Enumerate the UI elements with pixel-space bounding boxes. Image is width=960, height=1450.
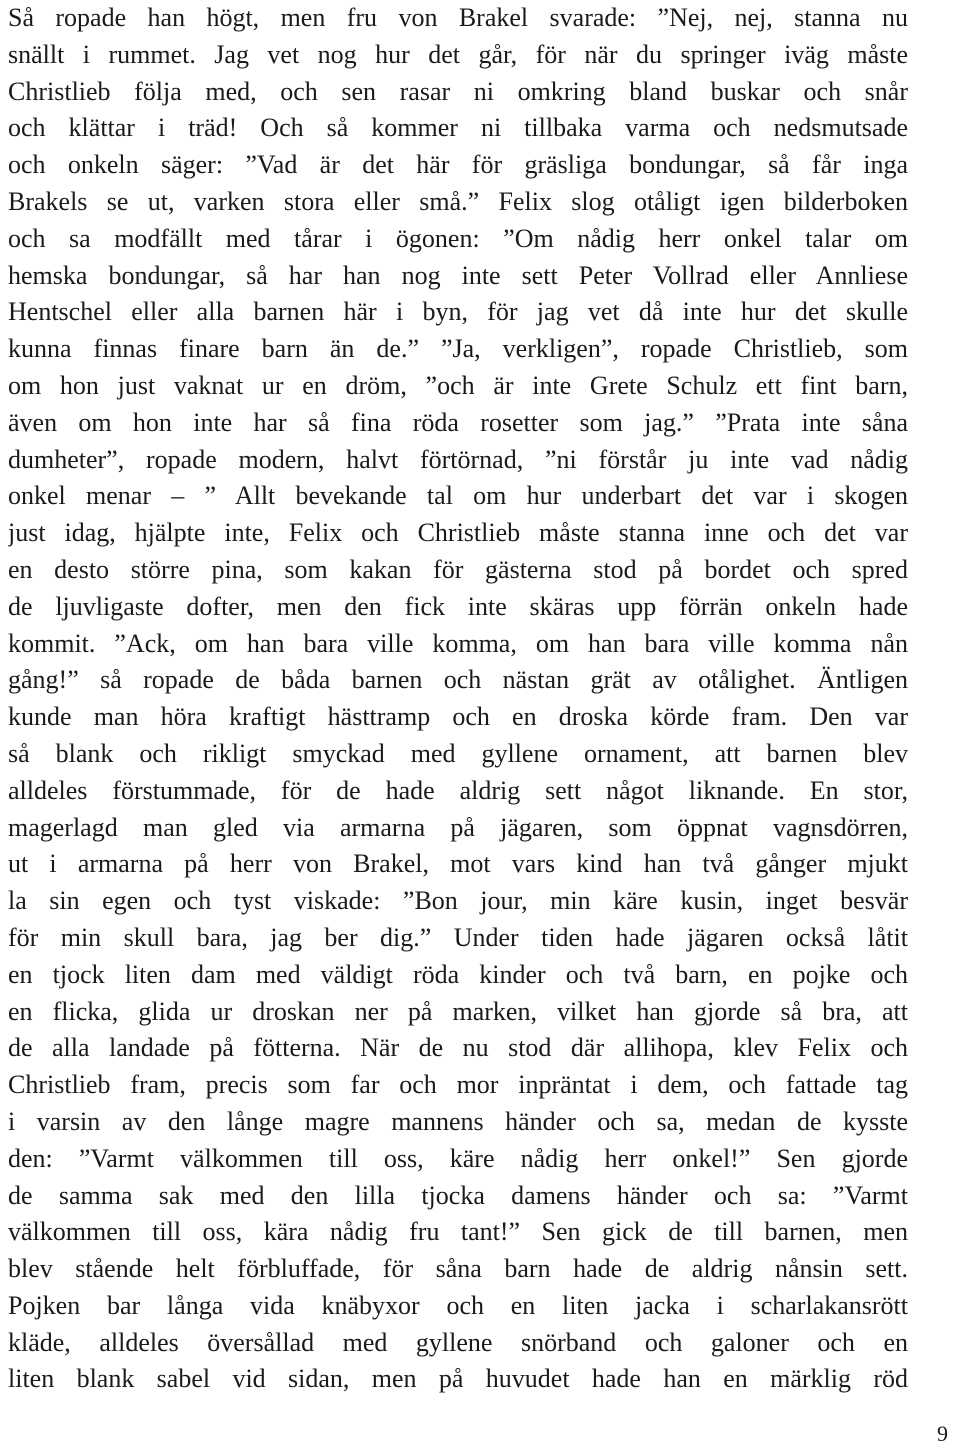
- body-text: [8, 0, 908, 1398]
- text-line: välkommen till oss, kära nådig fru tant!” Sen gick de till barnen, men: [8, 1217, 908, 1247]
- text-line: om hon just vaknat ur en dröm, ”och är inte Grete Schulz ett fint barn,: [8, 370, 908, 400]
- text-line: de ljuvligaste dofter, men den fick inte skäras upp förrän onkeln hade: [8, 591, 908, 621]
- text-line: liten blank sabel vid sidan, men på huvudet hade han en märklig röd: [8, 1364, 908, 1394]
- text-line: de alla landade på fötterna. När de nu stod där allihopa, klev Felix och: [8, 1033, 908, 1063]
- text-line: alldeles förstummade, för de hade aldrig sett något liknande. En stor,: [8, 775, 908, 805]
- text-line: Hentschel eller alla barnen här i byn, för jag vet då inte hur det skulle: [8, 297, 908, 327]
- text-line: och onkeln säger: ”Vad är det här för gräsliga bondungar, så får inga: [8, 150, 908, 180]
- text-line: den: ”Varmt välkommen till oss, käre nådig herr onkel!” Sen gjorde: [8, 1143, 908, 1173]
- text-line: och sa modfällt med tårar i ögonen: ”Om nådig herr onkel talar om: [8, 223, 908, 253]
- text-line: en flicka, glida ur droskan ner på marken, vilket han gjorde så bra, att: [8, 996, 908, 1026]
- text-line: magerlagd man gled via armarna på jägaren, som öppnat vagnsdörren,: [8, 812, 908, 842]
- text-line: även om hon inte har så fina röda rosetter som jag.” ”Prata inte såna: [8, 407, 908, 437]
- text-line: en tjock liten dam med väldigt röda kinder och två barn, en pojke och: [8, 959, 908, 989]
- text-line: onkel menar – ” Allt bevekande tal om hur underbart det var i skogen: [8, 481, 908, 511]
- text-line: gång!” så ropade de båda barnen och nästan grät av otålighet. Äntligen: [8, 665, 908, 695]
- text-line: snällt i rummet. Jag vet nog hur det går, för när du springer iväg måste: [8, 39, 908, 69]
- text-line: ut i armarna på herr von Brakel, mot vars kind han två gånger mjukt: [8, 849, 908, 879]
- text-line: kommit. ”Ack, om han bara ville komma, om han bara ville komma nån: [8, 628, 908, 658]
- text-line: de samma sak med den lilla tjocka damens händer och sa: ”Varmt: [8, 1180, 908, 1210]
- text-line: kunna finnas finare barn än de.” ”Ja, verkligen”, ropade Christlieb, som: [8, 334, 908, 364]
- text-line: Pojken bar långa vida knäbyxor och en liten jacka i scharlakansrött: [8, 1290, 908, 1320]
- text-line: så blank och rikligt smyckad med gyllene ornament, att barnen blev: [8, 738, 908, 768]
- text-line: just idag, hjälpte inte, Felix och Christlieb måste stanna inne och det var: [8, 518, 908, 548]
- text-line: Christlieb fram, precis som far och mor inpräntat i dem, och fattade tag: [8, 1070, 908, 1100]
- text-line: kläde, alldeles översållad med gyllene snörband och galoner och en: [8, 1327, 908, 1357]
- text-line: blev stående helt förbluffade, för såna barn hade de aldrig nånsin sett.: [8, 1254, 908, 1284]
- text-line: kunde man höra kraftigt hästtramp och en droska körde fram. Den var: [8, 702, 908, 732]
- text-line: för min skull bara, jag ber dig.” Under tiden hade jägaren också låtit: [8, 922, 908, 952]
- text-line: en desto större pina, som kakan för gästerna stod på bordet och spred: [8, 554, 908, 584]
- text-line: Christlieb följa med, och sen rasar ni omkring bland buskar och snår: [8, 76, 908, 106]
- text-line: la sin egen och tyst viskade: ”Bon jour, min käre kusin, inget besvär: [8, 886, 908, 916]
- text-line: hemska bondungar, så har han nog inte sett Peter Vollrad eller Annliese: [8, 260, 908, 290]
- text-line: i varsin av den långe magre mannens händer och sa, medan de kysste: [8, 1106, 908, 1136]
- text-line: Brakels se ut, varken stora eller små.” Felix slog otåligt igen bilderboken: [8, 186, 908, 216]
- text-line: och klättar i träd! Och så kommer ni tillbaka varma och nedsmutsade: [8, 113, 908, 143]
- text-line: Så ropade han högt, men fru von Brakel svarade: ”Nej, nej, stanna nu: [8, 3, 908, 32]
- text-line: dumheter”, ropade modern, halvt förtörnad, ”ni förstår ju inte vad nådig: [8, 444, 908, 474]
- page-number: 9: [937, 1421, 948, 1446]
